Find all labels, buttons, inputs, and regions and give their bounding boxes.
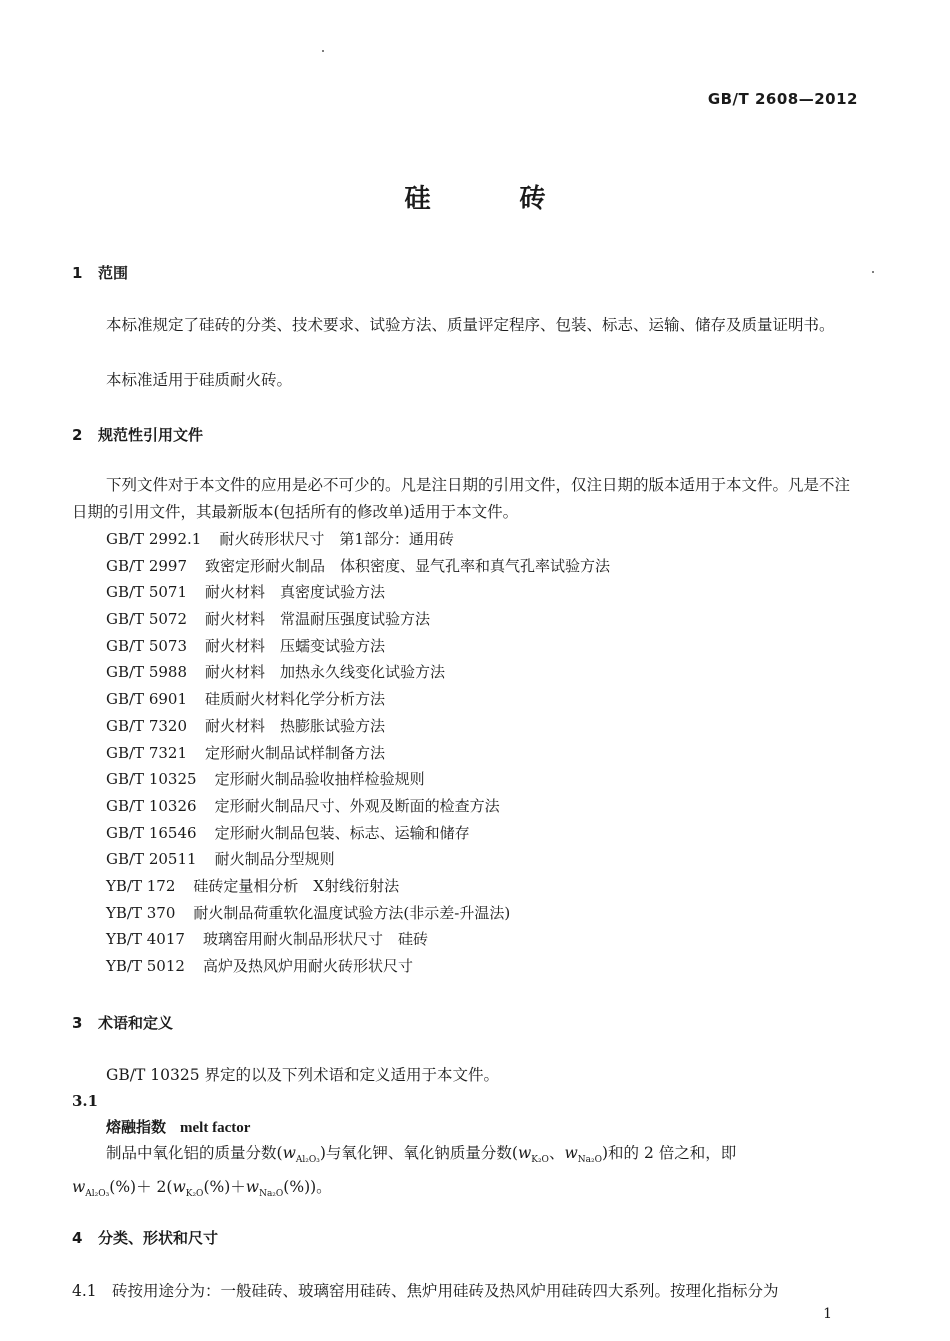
scope-paragraph-2: 本标准适用于硅质耐火砖。 [106,371,293,389]
reference-item [106,766,610,793]
section-title: 范围 [98,264,129,282]
reference-name: 耐火材料 常温耐压强度试验方法 [205,610,431,629]
reference-item [106,846,610,873]
term-zh: 熔融指数 [106,1118,167,1136]
reference-item [106,713,610,740]
normative-intro: 下列文件对于本文件的应用是必不可少的。凡是注日期的引用文件，仅注日期的版本适用于本文件。凡是不注日期的引用文件，其最新版本(包括所有的修改单)适用于本文件。 [72,476,851,521]
clause-number: 4.1 [72,1282,97,1300]
reference-name: 定形耐火制品尺寸、外观及断面的检查方法 [214,796,500,815]
reference-code: GB/T 7321 [106,743,188,762]
reference-item [106,926,610,953]
reference-code: GB/T 5071 [106,583,188,602]
section-1-heading [72,262,128,283]
terms-intro: GB/T 10325 界定的以及下列术语和定义适用于本文件。 [106,1066,499,1084]
reference-code: GB/T 2997 [106,556,188,575]
page-number: 1 [823,1306,832,1322]
section-3-heading [72,1012,173,1033]
reference-item [106,900,610,927]
clause-text: 砖按用途分为：一般硅砖、玻璃窑用硅砖、焦炉用硅砖及热风炉用硅砖四大系列。按理化指标分为 [112,1282,779,1300]
section-2-heading [72,424,203,445]
reference-item [106,686,610,713]
scope-paragraph-1: 本标准规定了硅砖的分类、技术要求、试验方法、质量评定程序、包装、标志、运输、储存及质量证明书。 [106,316,835,334]
reference-item [106,606,610,633]
reference-name: 定形耐火制品包装、标志、运输和储存 [214,823,470,842]
reference-name: 耐火材料 热膨胀试验方法 [205,716,386,735]
reference-name: 玻璃窑用耐火制品形状尺寸 硅砖 [202,930,428,949]
reference-code: GB/T 6901 [106,690,188,709]
reference-item [106,740,610,767]
reference-name: 耐火制品荷重软化温度试验方法(非示差-升温法) [193,903,511,922]
reference-code: GB/T 5072 [106,610,188,629]
section-number: 2 [72,426,83,444]
reference-item [106,953,610,980]
reference-code: GB/T 20511 [106,850,197,869]
reference-item [106,579,610,606]
reference-code: GB/T 2992.1 [106,530,202,548]
reference-name: 定形耐火制品验收抽样检验规则 [214,770,425,789]
reference-name: 耐火材料 真密度试验方法 [205,583,386,602]
section-number: 3 [72,1014,83,1032]
reference-code: YB/T 172 [106,876,176,895]
reference-item [106,659,610,686]
reference-name: 高炉及热风炉用耐火砖形状尺寸 [202,957,413,975]
reference-name: 耐火砖形状尺寸 第1部分：通用砖 [219,530,454,548]
term-heading [106,1116,250,1137]
reference-code: GB/T 16546 [106,823,197,842]
reference-code: GB/T 5073 [106,636,188,655]
section-4-heading [72,1227,218,1248]
reference-code: GB/T 7320 [106,716,188,735]
reference-code: YB/T 4017 [106,930,185,949]
scan-speck [322,50,324,52]
section-number: 4 [72,1229,83,1247]
section-title: 规范性引用文件 [98,426,204,444]
term-en: melt factor [180,1120,251,1136]
reference-name: 耐火制品分型规则 [214,850,335,869]
reference-code: YB/T 5012 [106,957,185,975]
reference-code: GB/T 5988 [106,663,188,682]
reference-item [106,793,610,820]
reference-item [106,873,610,900]
term-definition: 制品中氧化铝的质量分数$(w_{Al_2O_3})$与氧化钾、氧化钠质量分数($w_{K_2O}$、$w_{Na_2O}$)和的 2 倍之和，即 $w_{Al_2O_3}(\%)+ 2(w_{K_2O}(\%)+w_{Na_2O}(\%))$。 [72,1144,737,1200]
reference-name: 硅质耐火材料化学分析方法 [205,690,386,709]
section-number: 1 [72,264,83,282]
reference-name: 硅砖定量相分析 X射线衍射法 [193,876,400,895]
standard-code: GB/T 2608—2012 [707,90,858,108]
classification-paragraph [72,1278,860,1305]
reference-code: YB/T 370 [106,903,176,922]
term-number: 3.1 [72,1092,99,1110]
reference-name: 致密定形耐火制品 体积密度、显气孔率和真气孔率试验方法 [205,556,611,575]
reference-code: GB/T 10325 [106,770,197,789]
reference-name: 耐火材料 加热永久线变化试验方法 [205,663,446,682]
reference-item [106,553,610,580]
reference-code: GB/T 10326 [106,796,197,815]
reference-item [106,820,610,847]
scan-speck [872,271,874,273]
document-title: 硅 砖 [404,184,546,214]
reference-item [106,526,610,553]
reference-name: 定形耐火制品试样制备方法 [205,743,386,762]
reference-list [106,526,610,980]
section-title: 分类、形状和尺寸 [98,1229,219,1247]
reference-item [106,633,610,660]
section-title: 术语和定义 [98,1014,174,1032]
reference-name: 耐火材料 压蠕变试验方法 [205,636,386,655]
